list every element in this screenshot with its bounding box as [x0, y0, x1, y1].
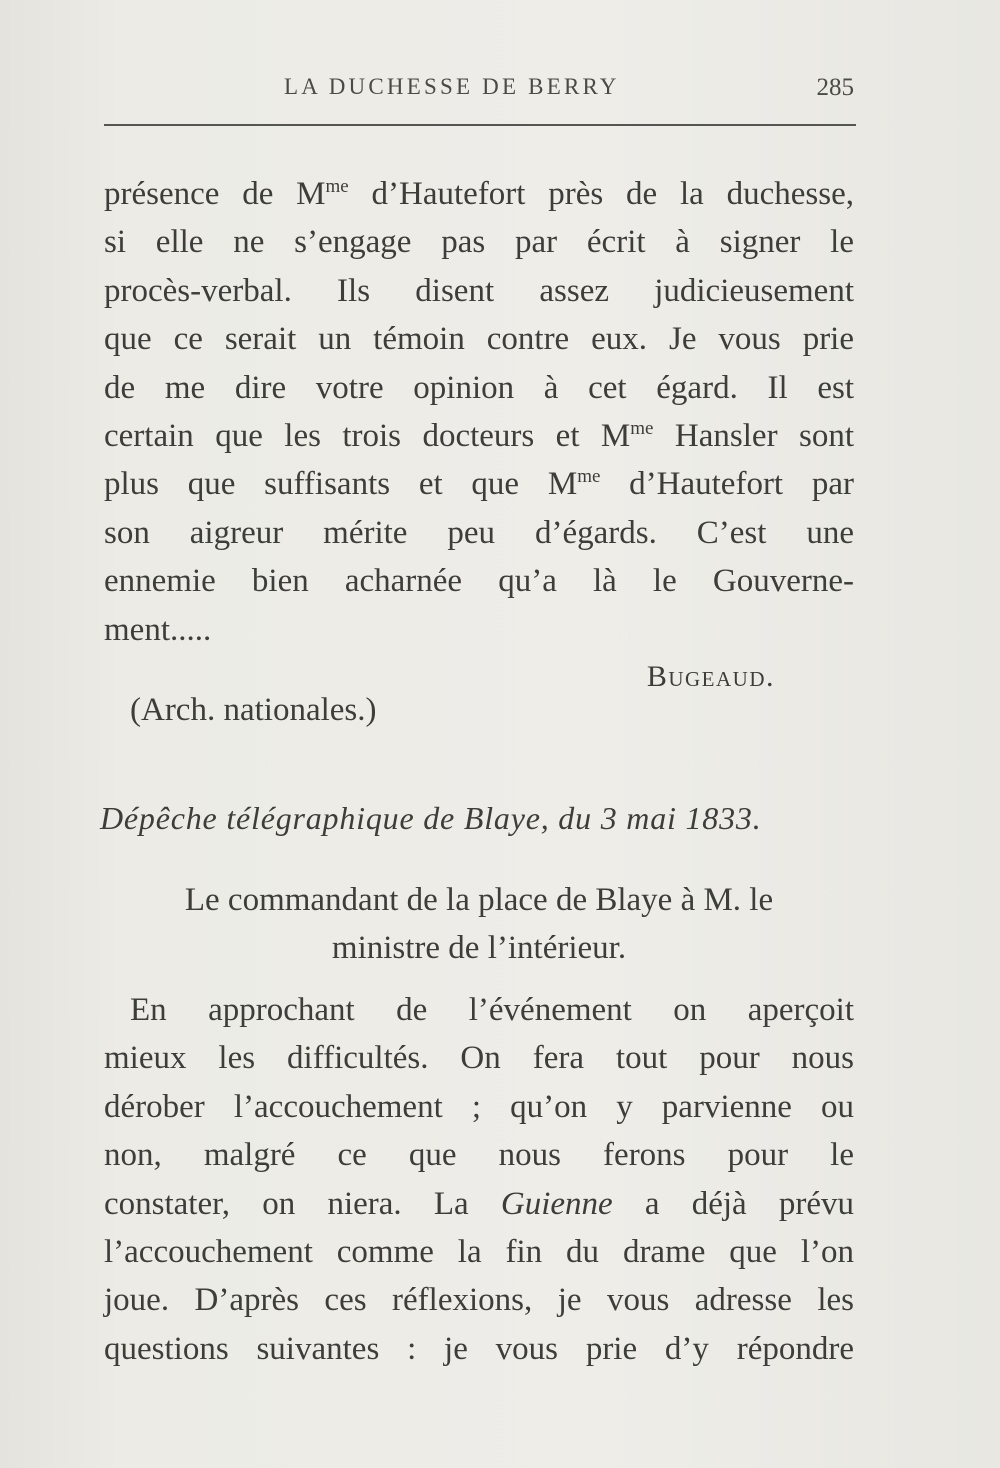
text-line — [104, 1180, 854, 1228]
text-line: son aigreur mérite peu d’égards. C’est une — [104, 514, 854, 551]
text-line: joue. D’après ces réflexions, je vous adresse les — [104, 1282, 854, 1319]
text-line: l’accouchement comme la fin du drame que l’on — [104, 1233, 854, 1270]
text-line: que ce serait un témoin contre eux. Je vous prie — [104, 321, 854, 358]
dispatch-heading: Dépêche télégraphique de Blaye, du 3 mai 1833. — [100, 800, 762, 836]
text-run: présence de M — [104, 176, 326, 212]
signature: Bugeaud. — [646, 660, 775, 693]
text-line: ennemie bien acharnée qu’a là le Gouverne- — [104, 563, 854, 600]
text-run: a déjà prévu — [612, 1185, 855, 1222]
italic-title: Guienne — [500, 1185, 613, 1222]
text-run: Hansler sont — [653, 417, 854, 454]
text-line: ment..... — [104, 611, 212, 648]
dispatch-address — [104, 876, 854, 973]
text-line: si elle ne s’engage pas par écrit à signer le — [104, 224, 854, 261]
text-run: certain que les trois docteurs et M — [104, 417, 631, 454]
letter-text — [104, 170, 854, 654]
text-line: procès-verbal. Ils disent assez judicieusement — [104, 272, 854, 309]
address-line: Le commandant de la place de Blaye à M. le — [184, 882, 774, 918]
text-run: plus que suffisants et que M — [104, 466, 578, 503]
running-head — [104, 74, 854, 114]
superscript: me — [325, 176, 349, 197]
page-number: 285 — [816, 74, 854, 101]
text-line: dérober l’accouchement ; qu’on y parvienne ou — [104, 1088, 854, 1125]
text-run: d’Hautefort près de la duchesse, — [348, 176, 854, 212]
text-line: En approchant de l’événement on aperçoit — [130, 992, 854, 1028]
header-rule — [104, 124, 856, 126]
text-line — [104, 460, 854, 508]
superscript: me — [630, 417, 654, 439]
text-run: constater, on niera. La — [104, 1185, 501, 1222]
text-line: mieux les difficultés. On fera tout pour nous — [104, 1040, 854, 1077]
source-citation: (Arch. nationales.) — [130, 692, 377, 728]
dispatch-text — [104, 986, 854, 1373]
text-run: d’Hautefort par — [600, 466, 854, 503]
text-line: de me dire votre opinion à cet égard. Il est — [104, 369, 854, 406]
text-line — [104, 412, 854, 460]
superscript: me — [577, 466, 601, 488]
text-line: questions suivantes : je vous prie d’y répondre — [104, 1330, 854, 1367]
running-title: LA DUCHESSE DE BERRY — [284, 74, 620, 99]
text-line — [104, 170, 854, 218]
text-line: non, malgré ce que nous ferons pour le — [104, 1137, 854, 1174]
address-line: ministre de l’intérieur. — [331, 930, 627, 967]
